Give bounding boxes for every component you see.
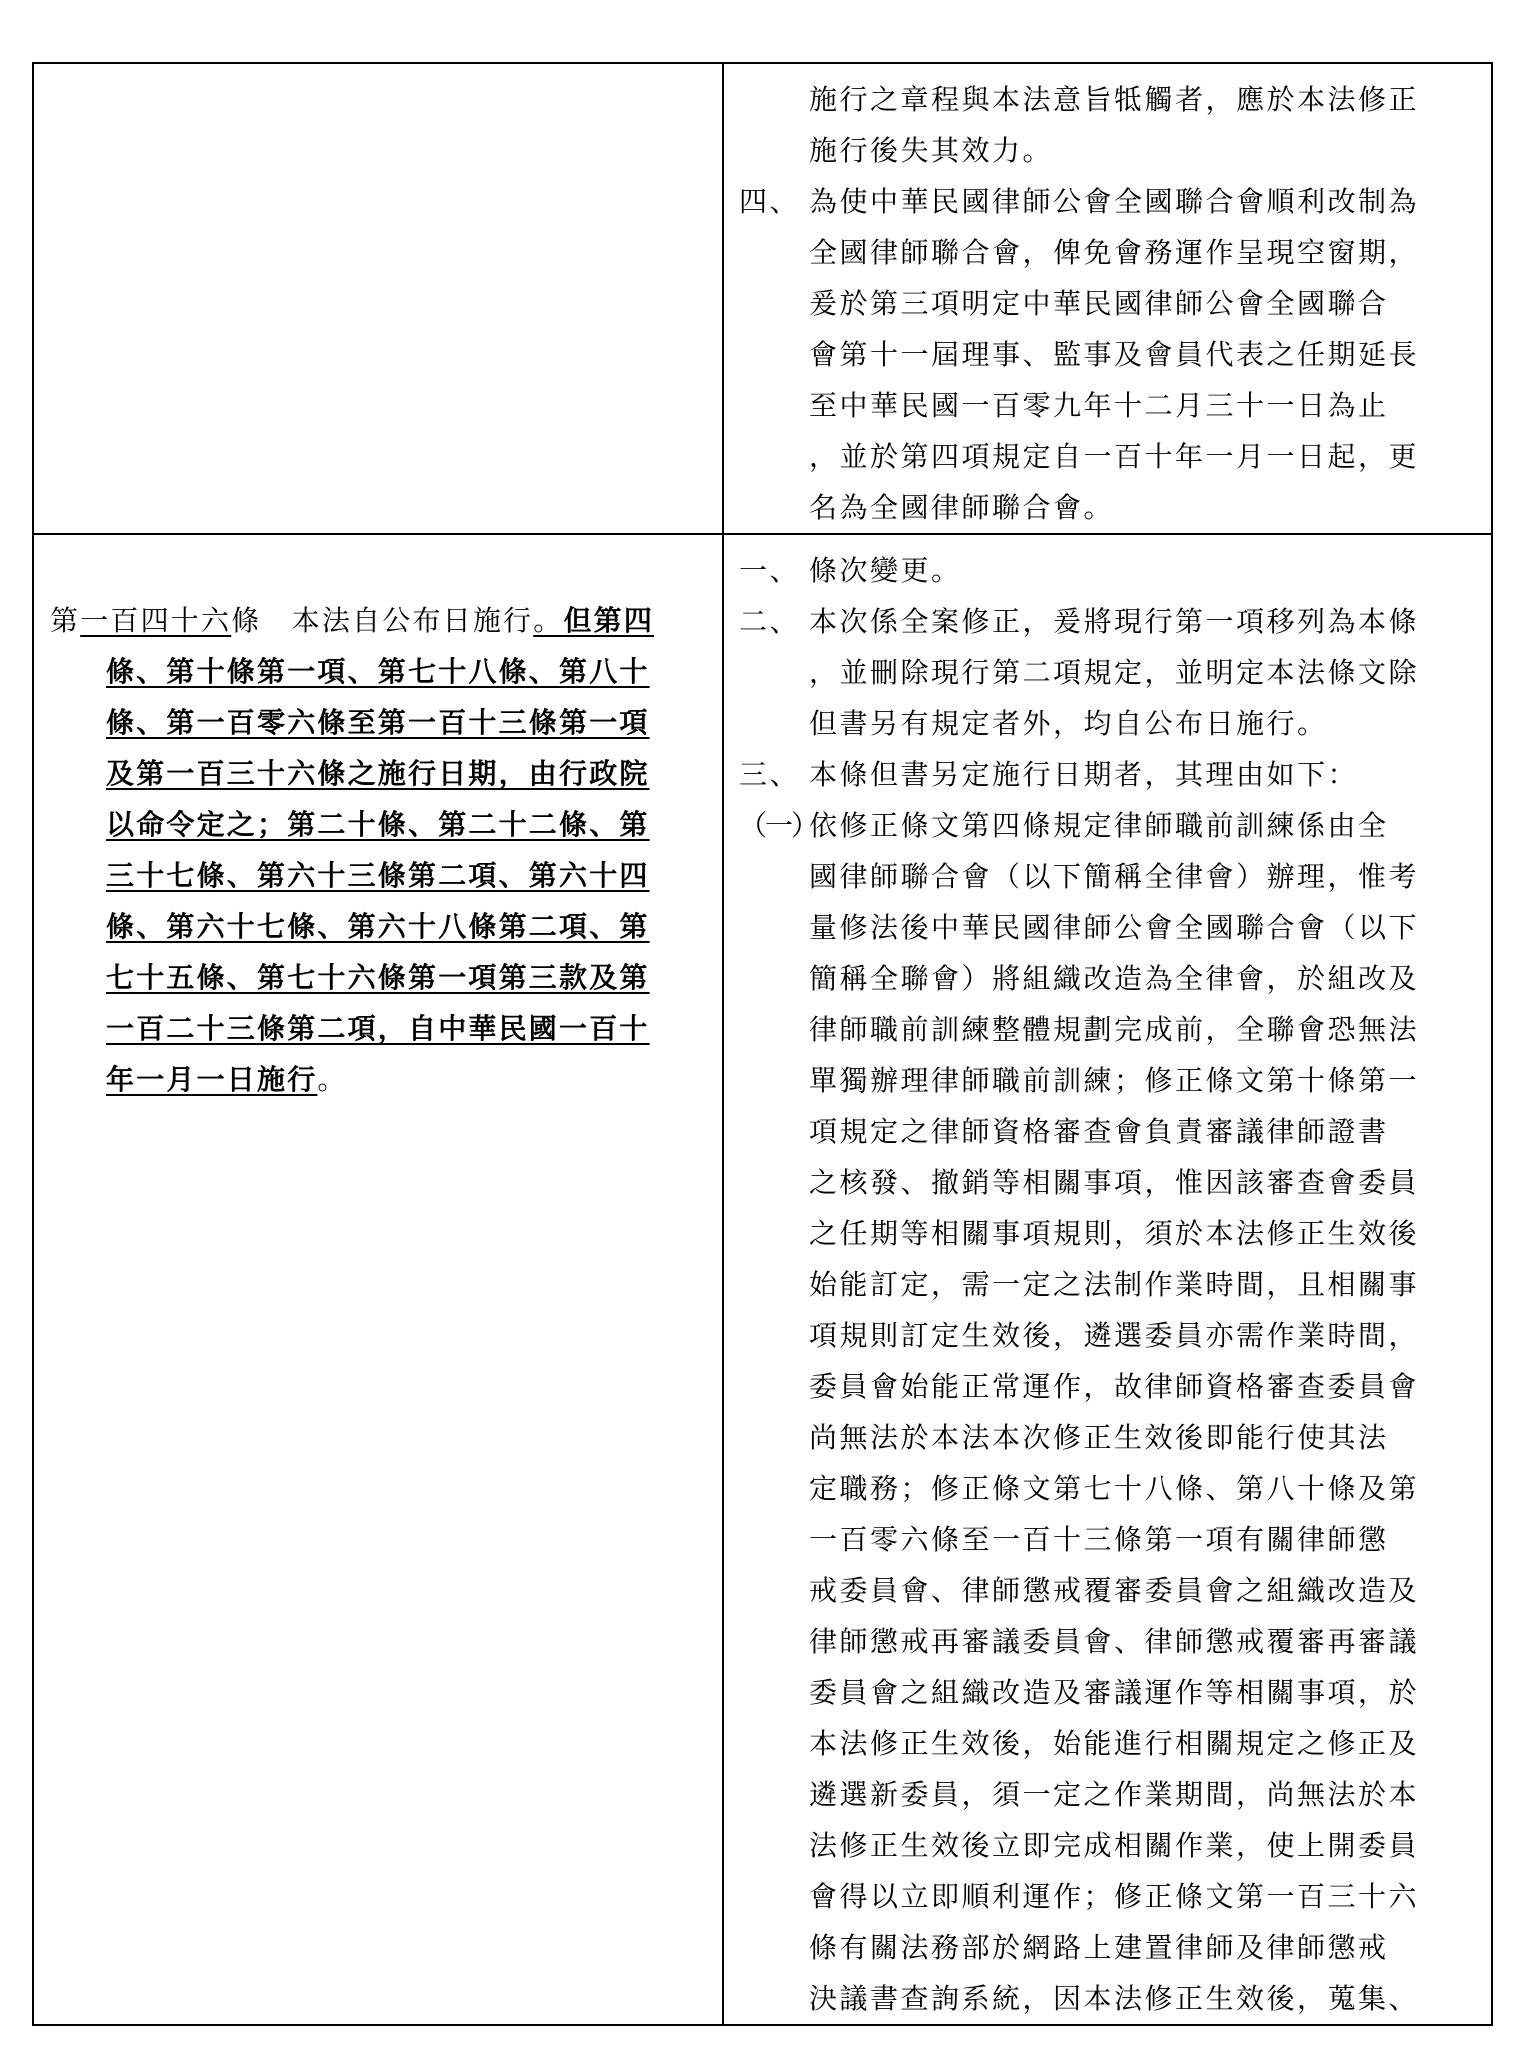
- article-146-text: [34, 535, 722, 1105]
- article-proviso-text: 以命令定之；第二十條、第二十二條、第: [106, 808, 650, 841]
- explanation-text: [724, 64, 1491, 533]
- explanation-line-text: 單獨辦理律師職前訓練；修正條文第十條第一: [809, 1064, 1420, 1097]
- explanation-line-text: 始能訂定，需一定之法制作業時間，且相關事: [809, 1268, 1420, 1301]
- explanation-line-text: 之任期等相關事項規則，須於本法修正生效後: [809, 1217, 1420, 1250]
- explanation-line-text: 全國律師聯合會，俾免會務運作呈現空窗期，: [809, 236, 1420, 269]
- article-proviso-start: 但第四: [563, 604, 655, 637]
- explanation-line-text: 簡稱全聯會）將組織改造為全律會，於組改及: [809, 962, 1420, 995]
- explanation-line: [739, 74, 1479, 125]
- comparison-table: [32, 62, 1493, 2026]
- article-cell-empty: [33, 63, 723, 534]
- explanation-line-text: 律師職前訓練整體規劃完成前，全聯會恐無法: [809, 1013, 1420, 1046]
- explanation-line-text: 依修正條文第四條規定律師職前訓練係由全: [809, 809, 1389, 842]
- explanation-line-text: 項規定之律師資格審查會負責審議律師證書: [809, 1115, 1389, 1148]
- explanation-line: [739, 482, 1479, 533]
- explanation-line-text: 戒委員會、律師懲戒覆審委員會之組織改造及: [809, 1574, 1420, 1607]
- explanation-line-text: 爰於第三項明定中華民國律師公會全國聯合: [809, 287, 1389, 320]
- list-item-label: 一、: [739, 554, 801, 587]
- explanation-line: [739, 329, 1479, 380]
- explanation-line: [739, 851, 1479, 902]
- list-item-label: 三、: [739, 758, 801, 791]
- explanation-line: [739, 125, 1479, 176]
- article-prefix: 第: [50, 604, 81, 637]
- article-period: 。: [317, 1063, 348, 1096]
- explanation-line: [739, 953, 1479, 1004]
- explanation-line-text: 會第十一屆理事、監事及會員代表之任期延長: [809, 338, 1420, 371]
- explanation-line: [739, 1310, 1479, 1361]
- explanation-line-text: 決議書查詢系統，因本法修正生效後，蒐集、: [809, 1982, 1420, 2015]
- explanation-line: [739, 1769, 1479, 1820]
- explanation-line: [739, 278, 1479, 329]
- explanation-line-text: 本條但書另定施行日期者，其理由如下：: [809, 758, 1359, 791]
- explanation-line-text: 施行後失其效力。: [809, 134, 1054, 167]
- article-proviso-text: 條、第一百零六條至第一百十三條第一項: [106, 706, 650, 739]
- explanation-cell: [723, 534, 1492, 2025]
- explanation-line-text: 律師懲戒再審議委員會、律師懲戒覆審再審議: [809, 1625, 1420, 1658]
- explanation-line: [739, 596, 1479, 647]
- explanation-line: [739, 1463, 1479, 1514]
- explanation-line-text: 遴選新委員，須一定之作業期間，尚無法於本: [809, 1778, 1420, 1811]
- list-item-label: 二、: [739, 605, 801, 638]
- explanation-line: [739, 1973, 1479, 2024]
- explanation-line-text: 施行之章程與本法意旨牴觸者，應於本法修正: [809, 83, 1420, 116]
- explanation-line: [739, 902, 1479, 953]
- explanation-line: [739, 698, 1479, 749]
- explanation-line: [739, 1361, 1479, 1412]
- article-number: 一百四十六: [80, 604, 232, 637]
- article-line: [50, 748, 710, 799]
- explanation-line: [739, 1208, 1479, 1259]
- explanation-line: [739, 1259, 1479, 1310]
- article-body: 本法自公布日施行: [261, 604, 534, 637]
- explanation-line-text: 量修法後中華民國律師公會全國聯合會（以下: [809, 911, 1420, 944]
- explanation-line: [739, 1565, 1479, 1616]
- explanation-line: [739, 227, 1479, 278]
- explanation-line: [739, 1667, 1479, 1718]
- explanation-line: [739, 647, 1479, 698]
- explanation-line-text: 項規則訂定生效後，遴選委員亦需作業時間，: [809, 1319, 1420, 1352]
- explanation-line-text: 委員會之組織改造及審議運作等相關事項，於: [809, 1676, 1420, 1709]
- article-suffix: 條: [231, 604, 262, 637]
- list-item-label: （一）: [739, 809, 818, 842]
- explanation-line: [739, 176, 1479, 227]
- article-proviso-text: 條、第十條第一項、第七十八條、第八十: [106, 655, 650, 688]
- explanation-line-text: 會得以立即順利運作；修正條文第一百三十六: [809, 1880, 1420, 1913]
- explanation-line: [739, 1616, 1479, 1667]
- table-row: [33, 534, 1492, 2025]
- explanation-line-text: 名為全國律師聯合會。: [809, 491, 1115, 524]
- article-line: [50, 646, 710, 697]
- article-proviso-text: 條、第六十七條、第六十八條第二項、第: [106, 910, 650, 943]
- article-cell: [33, 534, 723, 2025]
- explanation-line-text: 法修正生效後立即完成相關作業，使上開委員: [809, 1829, 1420, 1862]
- article-line: [50, 952, 710, 1003]
- explanation-line: [739, 1055, 1479, 1106]
- explanation-line: [739, 431, 1479, 482]
- explanation-line-text: 為使中華民國律師公會全國聯合會順利改制為: [809, 185, 1420, 218]
- explanation-line: [739, 800, 1479, 851]
- article-proviso-text: 七十五條、第七十六條第一項第三款及第: [106, 961, 650, 994]
- article-body-tail: 。: [533, 604, 564, 637]
- explanation-line: [739, 1004, 1479, 1055]
- article-proviso-text: 三十七條、第六十三條第二項、第六十四: [106, 859, 650, 892]
- article-line: [50, 799, 710, 850]
- explanation-line-text: 之核發、撤銷等相關事項，惟因該審查會委員: [809, 1166, 1420, 1199]
- explanation-line: [739, 545, 1479, 596]
- explanation-line-text: 國律師聯合會（以下簡稱全律會）辦理，惟考: [809, 860, 1420, 893]
- article-line: [50, 697, 710, 748]
- explanation-line-text: 但書另有規定者外，均自公布日施行。: [809, 707, 1328, 740]
- explanation-line-text: 一百零六條至一百十三條第一項有關律師懲: [809, 1523, 1389, 1556]
- article-line: [50, 1003, 710, 1054]
- explanation-line-text: 本次係全案修正，爰將現行第一項移列為本條: [809, 605, 1420, 638]
- article-line: [50, 850, 710, 901]
- explanation-line: [739, 1718, 1479, 1769]
- explanation-line-text: 至中華民國一百零九年十二月三十一日為止: [809, 389, 1389, 422]
- article-proviso: [50, 646, 710, 1054]
- list-item-label: 四、: [739, 185, 801, 218]
- explanation-line: [739, 1106, 1479, 1157]
- article-proviso-end: 年一月一日施行: [106, 1063, 318, 1096]
- explanation-line-text: 尚無法於本法本次修正生效後即能行使其法: [809, 1421, 1389, 1454]
- explanation-line-text: 條有關法務部於網路上建置律師及律師懲戒: [809, 1931, 1389, 1964]
- document-page: [32, 62, 1487, 2015]
- article-line: [50, 1054, 710, 1105]
- explanation-line-text: 委員會始能正常運作，故律師資格審查委員會: [809, 1370, 1420, 1403]
- explanation-line-text: 條次變更。: [809, 554, 962, 587]
- explanation-line: [739, 749, 1479, 800]
- explanation-line: [739, 1871, 1479, 1922]
- explanation-text: [724, 535, 1491, 2024]
- article-proviso-text: 一百二十三條第二項，自中華民國一百十: [106, 1012, 650, 1045]
- explanation-line: [739, 1157, 1479, 1208]
- explanation-line: [739, 1820, 1479, 1871]
- article-line: [50, 595, 710, 646]
- explanation-line-text: 本法修正生效後，始能進行相關規定之修正及: [809, 1727, 1420, 1760]
- explanation-line: [739, 1922, 1479, 1973]
- table-row: [33, 63, 1492, 534]
- explanation-line-text: ，並刪除現行第二項規定，並明定本法條文除: [809, 656, 1420, 689]
- article-proviso-text: 及第一百三十六條之施行日期，由行政院: [106, 757, 650, 790]
- explanation-cell: [723, 63, 1492, 534]
- explanation-line-text: ，並於第四項規定自一百十年一月一日起，更: [809, 440, 1420, 473]
- article-line: [50, 901, 710, 952]
- explanation-line: [739, 1412, 1479, 1463]
- explanation-line: [739, 1514, 1479, 1565]
- explanation-line-text: 定職務；修正條文第七十八條、第八十條及第: [809, 1472, 1420, 1505]
- explanation-line: [739, 380, 1479, 431]
